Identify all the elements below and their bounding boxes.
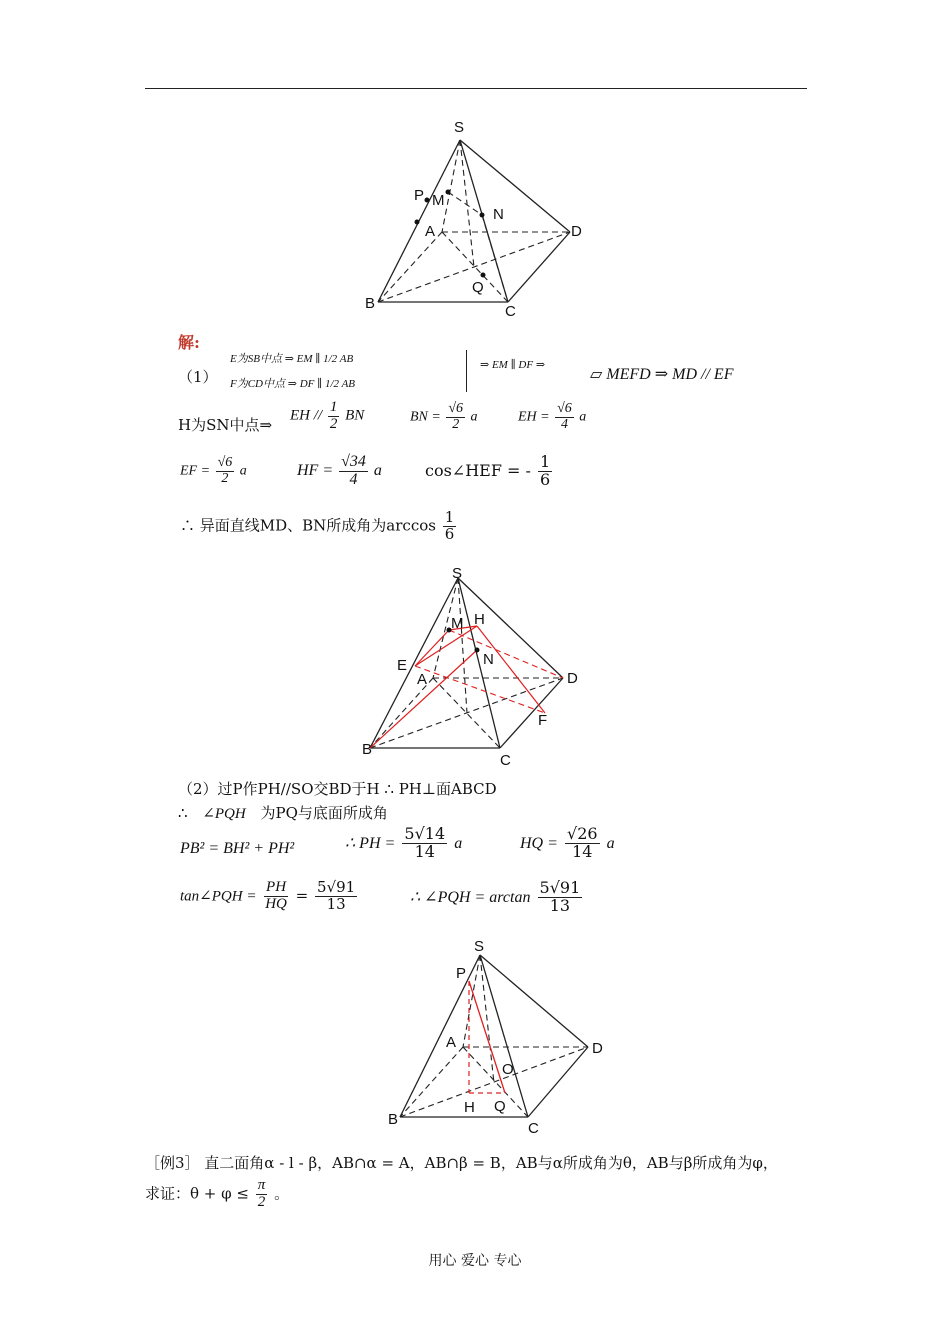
label-A: A bbox=[425, 223, 436, 240]
label-S: S bbox=[452, 565, 463, 582]
bn-equation: BN = $\frac{√6}{2}$ a bbox=[410, 401, 478, 432]
part1-label: （1） bbox=[178, 368, 218, 386]
brace-bar bbox=[466, 350, 467, 392]
label-S: S bbox=[474, 938, 485, 955]
cos-equation: cos∠HEF = - $\frac{1}{6}$ bbox=[425, 452, 551, 489]
label-E: E bbox=[397, 657, 408, 674]
part1-result: ⇒ EM ∥ DF ⇒ bbox=[480, 359, 546, 371]
label-P: P bbox=[456, 965, 467, 982]
part2-line2: ∴ ∠PQH 为PQ与底面所成角 bbox=[178, 804, 388, 822]
label-C: C bbox=[500, 752, 511, 769]
part1-line2: F为CD中点 ⇒ DF ∥ 1/2 AB bbox=[230, 378, 356, 390]
label-B: B bbox=[388, 1111, 399, 1128]
label-M: M bbox=[451, 615, 464, 632]
tan-equation: tan∠PQH = $\frac{PH}{HQ}$ = $\frac{5√91}{13}$ bbox=[180, 878, 356, 913]
example3-line2: 求证：θ + φ ≤ $\frac{\pi}{2}$ 。 bbox=[145, 1177, 290, 1210]
part2-line: （2）过P作PH//SO交BD于H ∴ PH⊥面ABCD bbox=[178, 780, 497, 798]
figure-pyramid-3 bbox=[378, 935, 618, 1140]
figure-pyramid-1 bbox=[350, 112, 600, 327]
label-H: H bbox=[474, 611, 485, 628]
example3-line1: ［例3］ 直二面角α - l - β，AB∩α = A，AB∩β = B，AB与α所成角为θ，AB与β所成角为φ， bbox=[145, 1154, 778, 1172]
h-midpoint: H为SN中点⇒ bbox=[178, 416, 273, 434]
label-C: C bbox=[505, 303, 516, 320]
label-N: N bbox=[493, 206, 504, 223]
label-D: D bbox=[571, 223, 582, 240]
label-S: S bbox=[454, 119, 465, 136]
label-M: M bbox=[432, 192, 445, 209]
part1-conclusion: ▱ MEFD ⇒ MD // EF bbox=[590, 366, 734, 383]
label-Q: Q bbox=[494, 1098, 506, 1115]
eh-relation: EH // $\frac{1}{2}$ BN bbox=[290, 399, 365, 432]
label-D: D bbox=[567, 670, 578, 687]
page-footer: 用心 爱心 专心 bbox=[428, 1253, 522, 1269]
hq-equation: HQ = $\frac{√26}{14}$ a bbox=[520, 824, 615, 861]
label-B: B bbox=[362, 741, 373, 758]
label-B: B bbox=[365, 295, 376, 312]
ph-equation: ∴ PH = $\frac{5√14}{14}$ a bbox=[345, 824, 463, 861]
label-C: C bbox=[528, 1120, 539, 1137]
label-Q: Q bbox=[472, 279, 484, 296]
ef-equation: EF = $\frac{√6}{2}$ a bbox=[180, 455, 247, 486]
label-D: D bbox=[592, 1040, 603, 1057]
label-A: A bbox=[446, 1034, 457, 1051]
pb-equation: PB² = BH² + PH² bbox=[180, 840, 295, 857]
part1-line1: E为SB中点 ⇒ EM ∥ 1/2 AB bbox=[230, 353, 354, 365]
label-P: P bbox=[414, 187, 425, 204]
eh-equation: EH = $\frac{√6}{4}$ a bbox=[518, 401, 587, 432]
label-O: O bbox=[502, 1061, 514, 1078]
figure-pyramid-2 bbox=[355, 558, 595, 773]
label-A: A bbox=[417, 671, 428, 688]
label-H: H bbox=[464, 1099, 475, 1116]
hf-equation: HF = $\frac{√34}{4}$ a bbox=[297, 453, 382, 488]
label-F: F bbox=[538, 712, 548, 729]
solution-heading: 解: bbox=[178, 333, 200, 352]
label-N: N bbox=[483, 651, 494, 668]
angle-equation: ∴ ∠PQH = arctan $\frac{5√91}{13}$ bbox=[410, 878, 581, 915]
conclusion-1: ∴ 异面直线MD、BN所成角为arccos $\frac{1}{6}$ bbox=[180, 508, 455, 543]
header-rule bbox=[145, 88, 807, 89]
